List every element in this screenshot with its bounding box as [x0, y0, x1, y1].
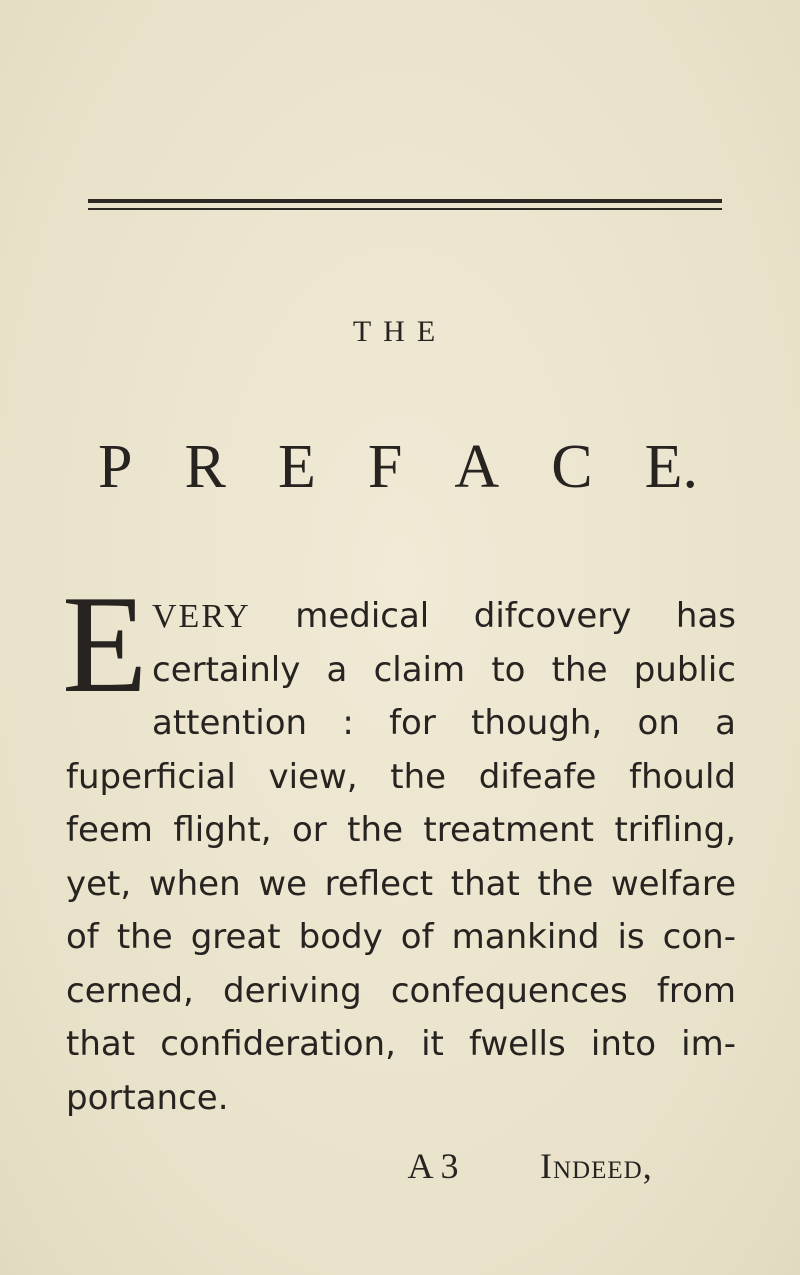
text-line: fuperficial view, the difeafe fhould	[66, 756, 736, 797]
preface-letter: P	[98, 433, 133, 501]
signature-mark: A 3	[407, 1146, 459, 1186]
text-line-content: medical difcovery has	[250, 596, 736, 636]
text-line	[66, 590, 736, 644]
preface-letter: F	[367, 433, 403, 501]
heading-preface	[98, 432, 698, 502]
preface-letter: A	[454, 433, 500, 501]
preface-letter: R	[184, 433, 226, 501]
preface-paragraph	[62, 567, 736, 1125]
preface-letter: E	[277, 433, 316, 501]
preface-letter: C	[551, 433, 593, 501]
text-line: feem flight, or the treatment trifling,	[66, 810, 736, 850]
text-line: portance.	[66, 1077, 229, 1118]
text-line: attention : for though, on a	[152, 703, 736, 743]
drop-cap: E	[62, 567, 148, 722]
header-rule-thin	[88, 208, 722, 210]
preface-letter: E.	[644, 433, 698, 501]
heading-the: THE	[352, 315, 448, 348]
header-rule-thick	[88, 199, 722, 203]
text-line: certainly a claim to the public	[152, 649, 736, 690]
text-line: that confideration, it fwells into im-	[66, 1024, 736, 1064]
text-line: yet, when we reflect that the welfare	[66, 863, 736, 904]
text-line: of the great body of mankind is con-	[66, 917, 736, 957]
first-word: VERY	[152, 598, 251, 635]
text-line: cerned, deriving confequences from	[66, 970, 736, 1011]
catchword: Indeed,	[540, 1146, 653, 1186]
